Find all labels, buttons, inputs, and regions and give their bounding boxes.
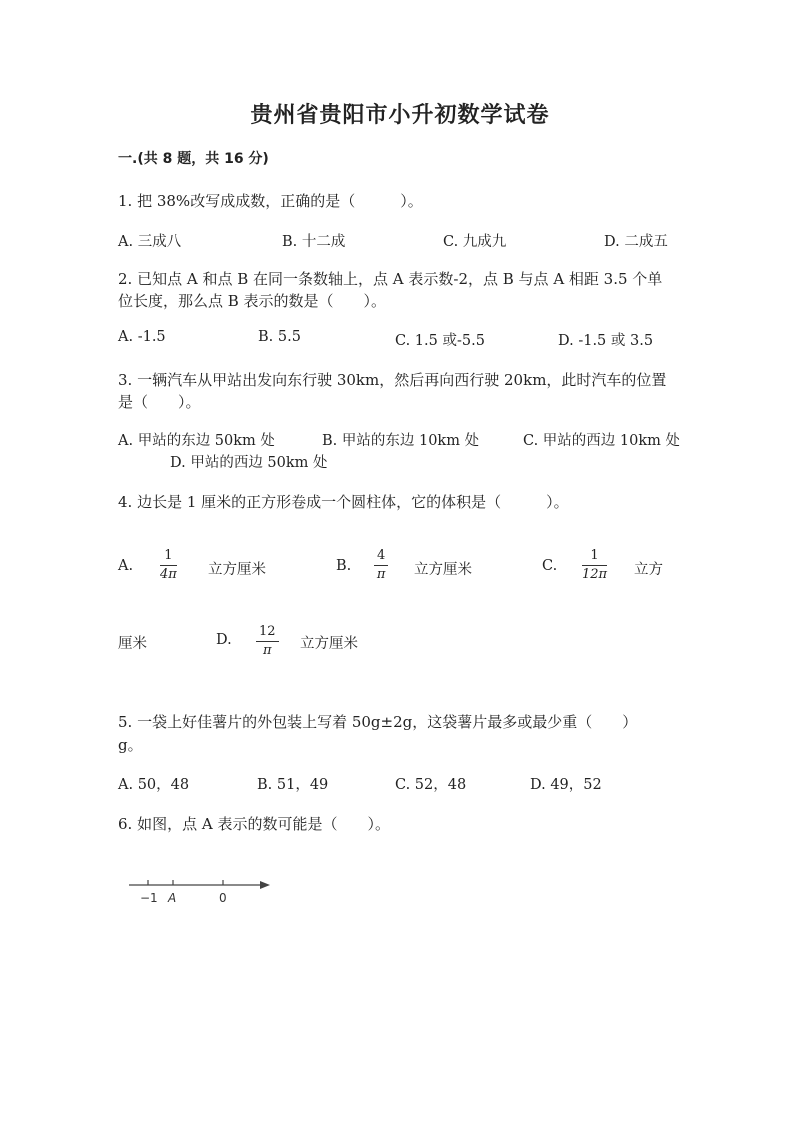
question-2-option-a: A. -1.5 <box>118 329 166 345</box>
question-5-option-c: C. 52，48 <box>395 777 467 793</box>
fraction-bar <box>374 565 388 566</box>
question-2-option-b: B. 5.5 <box>258 329 301 345</box>
number-line-label-neg1: −1 <box>140 891 158 905</box>
question-1-option-a: A. 三成八 <box>118 234 182 250</box>
number-line-label-a: A <box>168 891 177 905</box>
fraction-bar <box>256 641 279 642</box>
question-4-option-d-fraction <box>256 624 279 659</box>
question-3-option-d: D. 甲站的西边 50km 处 <box>170 455 328 471</box>
question-4-option-c-unit-part-2: 厘米 <box>118 636 147 652</box>
question-4-option-b-unit: 立方厘米 <box>414 562 472 578</box>
fraction-denominator: 12π <box>582 567 608 582</box>
fraction-numerator: 4 <box>377 548 386 563</box>
fraction-numerator: 1 <box>590 548 599 563</box>
number-line-label-0: 0 <box>219 891 227 905</box>
question-3-stem-line-2: 是（ ）。 <box>118 393 201 411</box>
question-4-option-d-unit: 立方厘米 <box>300 636 358 652</box>
page-title: 贵州省贵阳市小升初数学试卷 <box>250 103 550 128</box>
number-line-arrow-icon <box>260 881 270 889</box>
question-4-option-b-letter: B. <box>336 558 352 574</box>
question-4-option-a-unit: 立方厘米 <box>208 562 266 578</box>
number-line-figure <box>125 870 275 910</box>
question-3-option-c: C. 甲站的西边 10km 处 <box>523 433 681 449</box>
question-5-option-d: D. 49，52 <box>530 777 602 793</box>
question-5-stem-line-2: g。 <box>118 736 143 754</box>
question-5-stem-line-1: 5. 一袋上好佳薯片的外包装上写着 50g±2g，这袋薯片最多或最少重（ ） <box>118 713 638 731</box>
question-4-option-b-fraction <box>374 548 388 583</box>
question-4-option-a-fraction <box>160 548 177 583</box>
question-4-stem: 4. 边长是 1 厘米的正方形卷成一个圆柱体，它的体积是（ ）。 <box>118 493 569 511</box>
question-1-option-b: B. 十二成 <box>282 234 346 250</box>
fraction-numerator: 12 <box>259 624 276 639</box>
fraction-numerator: 1 <box>164 548 173 563</box>
question-4-option-c-fraction <box>582 548 607 583</box>
question-2-stem-line-2: 位长度，那么点 B 表示的数是（ ）。 <box>118 292 387 310</box>
question-6-stem: 6. 如图，点 A 表示的数可能是（ ）。 <box>118 815 390 833</box>
question-5-option-b: B. 51，49 <box>257 777 329 793</box>
question-4-option-c-letter: C. <box>542 558 558 574</box>
fraction-denominator: π <box>263 643 272 658</box>
question-4-option-c-unit-part-1: 立方 <box>634 562 663 578</box>
fraction-denominator: 4π <box>160 567 177 582</box>
fraction-denominator: π <box>376 567 386 582</box>
question-3-option-a: A. 甲站的东边 50km 处 <box>118 433 275 449</box>
question-4-option-a-letter: A. <box>118 558 134 574</box>
fraction-bar <box>160 565 177 566</box>
question-2-option-d: D. -1.5 或 3.5 <box>558 333 654 349</box>
fraction-bar <box>582 565 607 566</box>
question-4-option-d-letter: D. <box>216 632 232 648</box>
section-heading: 一.(共 8 题，共 16 分) <box>118 151 269 167</box>
question-2-stem-line-1: 2. 已知点 A 和点 B 在同一条数轴上，点 A 表示数-2，点 B 与点 A 相距 3.5 个单 <box>118 270 663 288</box>
question-1-stem: 1. 把 38%改写成成数，正确的是（ ）。 <box>118 192 423 210</box>
question-5-option-a: A. 50，48 <box>118 777 190 793</box>
question-1-option-d: D. 二成五 <box>604 234 668 250</box>
question-3-option-b: B. 甲站的东边 10km 处 <box>322 433 480 449</box>
question-3-stem-line-1: 3. 一辆汽车从甲站出发向东行驶 30km，然后再向西行驶 20km，此时汽车的位置 <box>118 371 667 389</box>
question-2-option-c: C. 1.5 或-5.5 <box>395 333 485 349</box>
question-1-option-c: C. 九成九 <box>443 234 507 250</box>
